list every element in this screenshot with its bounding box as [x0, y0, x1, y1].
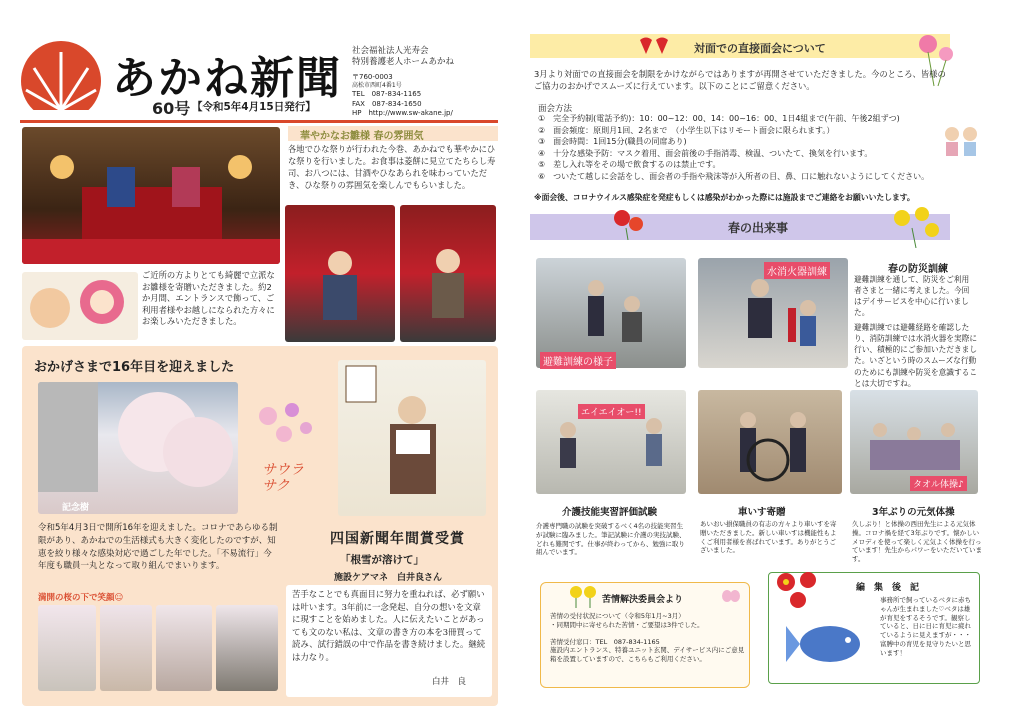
- butterfly-icon: [722, 588, 740, 604]
- award-title: 「根雪が溶けて」: [340, 554, 424, 566]
- award-heading: 四国新聞年間賞受賞: [330, 531, 465, 547]
- evacuation-label: 避難訓練の様子: [540, 352, 616, 369]
- tel: TEL 087-834-1165: [352, 90, 422, 99]
- tulip-icon: [568, 584, 598, 608]
- food-photo: [22, 272, 138, 340]
- zip: 〒760-0003: [352, 72, 393, 81]
- exercise-title: 3年ぶりの元気体操: [872, 507, 955, 518]
- resident-photo-2: [400, 205, 496, 342]
- sakura-photo-1: [38, 605, 96, 691]
- complaint-text: [550, 612, 746, 664]
- list-item: ③ 面会時間：1回15分(職員の同席あり): [538, 137, 687, 147]
- issue-date: 【令和5年4月15日発行】: [192, 101, 316, 113]
- visit-heading: 対面での直接面会について: [694, 42, 826, 55]
- list-item: ④ 十分な感染予防：マスク着用、面会前後の手指消毒、検温、ついたて、換気を行います。: [538, 148, 873, 158]
- hina-caption: ご近所の方よりとても綺麗で立派なお雛様を寄贈いただきました。約2か月間、エントランスで飾って、ご利用者様やお越しになられた方々にお楽しみいただきました。: [142, 270, 275, 327]
- hina-doll-photo: [22, 127, 280, 264]
- complaint-line: 施設内エントランス、特養ユニット玄関、デイサービス内にご意見箱を設置していますので、こちらもご利用ください。: [550, 646, 745, 664]
- hp-link[interactable]: HP http://www.sw-akane.jp/: [352, 109, 453, 118]
- facility-name: 特別養護老人ホームあかね: [352, 57, 455, 68]
- sakura-photo-4: [216, 605, 278, 691]
- visit-list: [538, 113, 958, 183]
- org-name: 社会福祉法人光寿会: [352, 46, 429, 56]
- list-item: ① 完全予約制(電話予約)：10：00~12：00、14：00~16：00、1日4組まで(午前、午後2組ずつ): [538, 114, 900, 123]
- list-item: ② 面会頻度：原則月1回、2名まで （小学生以下はリモート面会に限られます。）: [538, 125, 835, 135]
- sakura-drawing: [248, 398, 328, 468]
- editor-body: 事務所で飼っているベタに赤ちゃんが生まれました♡ベタは雄が育児をするそうです。観察していると、日に日に育児に疲れているように見えますが・・・富膊中の育児を見守りたいと思います！: [880, 596, 971, 657]
- fire-title: 春の防災訓練: [888, 264, 948, 275]
- sakura-text: サウラ サク: [262, 462, 304, 495]
- complaint-heading: 苦情解決委員会より: [602, 595, 684, 605]
- visit-intro: 3月より対面での直接面会を制限をかけながらではありますが再開させていただきました。今のところ、皆様のご協力のおかげでスムーズに行えています。以下のことにご留意ください。: [534, 69, 946, 92]
- address: 高松市西町4番1号: [352, 82, 402, 90]
- method-title: 面会方法: [538, 104, 573, 114]
- list-item: ⑤ 差し入れ等をその場で飲食するのは禁止です。: [538, 160, 721, 170]
- editor-heading: 編 集 後 記: [856, 583, 920, 593]
- hina-heading-text: 華やかなお雛様 春の雰囲気: [300, 131, 424, 142]
- award-author: 施設ケアマネ 白井良さん: [334, 573, 443, 583]
- exam-title: 介護技能実習評価試験: [562, 507, 658, 518]
- wheelchair-title: 車いす寄贈: [738, 507, 786, 518]
- under-sakura-label: 満開の桜の下で笑顔☺: [38, 593, 124, 603]
- complaint-line: ・同期間中に寄せられた苦情・ご要望は3件でした。: [550, 620, 704, 629]
- cheer-label: エイエイオー!!: [578, 404, 645, 419]
- memorial-tree-label: 記念樹: [62, 503, 90, 513]
- sun-logo-icon: [20, 40, 102, 122]
- flower-icon: [612, 206, 644, 240]
- anniversary-heading: おかげさまで16年目を迎えました: [34, 360, 235, 375]
- complaint-line: 苦情受付窓口：TEL 087-834-1165: [550, 637, 660, 646]
- fire-body-2: 避難訓練では避難経路を確認したり、消防訓練では水消火器を実際に行い、積極的にご参加いただきました。いざという時のスムーズな行動のためにも訓練や防災を意識することは大切ですね。: [854, 323, 978, 388]
- fax: FAX 087-834-1650: [352, 99, 422, 108]
- award-essay: 苦手なことでも真面目に努力を重ねれば、必ず願いは叶います。3年前に一念発起、自分の想いを文章に現すことを始めました。人に伝えたいことがあっても文のない私は、文章の書き方の本を3冊買って読み、試行錯誤の中で作品を書き続けました。継続は力なり。: [292, 589, 486, 663]
- memorial-tree-photo: [38, 382, 238, 514]
- visit-note: ※面会後、コロナウイルス感染症を発症もしくは感染がわかった際には施設までご連絡をお願いいたします。: [534, 193, 915, 202]
- award-sign: 白井 良: [432, 677, 467, 687]
- strawberry-icon: [634, 36, 674, 56]
- newspaper-title: あかね新聞: [112, 53, 342, 104]
- resident-photo-1: [285, 205, 395, 342]
- spring-heading: 春の出来事: [728, 221, 789, 235]
- sakura-photo-2: [100, 605, 152, 691]
- wheelchair-body: あいおい損保職員の有志の方々より車いすを寄贈いただきました。新しい車いすは機能性もよくご利用者様を喜ばれています。ありがとうございました。: [700, 520, 837, 555]
- hina-body: 各地でひな祭りが行われた今巻、あかねでも華やかにひな祭りを行いました。お食事は菱餅に見立てたちらし寿司、お八つには、甘酒やひなあられを味わっていただき、ひな祭りの雰囲気を楽しんでもらいました。: [288, 144, 496, 191]
- list-item: ⑥ ついたて越しに会話をし、面会者の手指や飛沫等が入所者の目、鼻、口に触れないようにしてください。: [538, 171, 930, 181]
- issue-number: 60号: [152, 99, 191, 118]
- exam-body: 介護専門職の試験を突破するべく4名の技能実習生が試験に臨みました。筆記試験に介護の実技試験、どれも難関です。仕事が終わってから、勉強に取り組んでいます。: [536, 522, 686, 557]
- flower-icon: [772, 568, 828, 610]
- exercise-body: 久しぶり！と体操の西田先生による元気体操。コロナ禍を経て3年ぶりです。懐かしいメロディを使って楽しく元気よく体操を行っています！先生からパワーをいただいています。: [852, 520, 982, 564]
- sakura-photo-3: [156, 605, 212, 691]
- fire-body-1: 避難訓練を通して、防災をご利用者さまと一緒に考えました。今回はデイサービスを中心に行いました。: [854, 275, 970, 318]
- fish-icon: [786, 614, 876, 676]
- fire-drill-label: 水消火器訓練: [764, 262, 830, 279]
- family-illustration: [940, 122, 982, 158]
- tulip-icon: [892, 204, 942, 248]
- org-info: [352, 46, 502, 119]
- complaint-line: 苦情の受付状況について（令和5年1月~3月）: [550, 612, 685, 620]
- anniversary-body: 令和5年4月3日で開所16年を迎えました。コロナであらゆる制限があり、あかねでの生活様式も大きく変化したのですが、知恵を絞り様々な感染対応で過ごした年でした。「不易流行」今年度も職員一丸となって取り組んでまいります。: [38, 523, 278, 572]
- award-photo: [338, 360, 486, 516]
- masthead-rule: [20, 120, 498, 123]
- wheelchair-photo: [698, 390, 842, 494]
- towel-label: タオル体操♪: [910, 476, 967, 491]
